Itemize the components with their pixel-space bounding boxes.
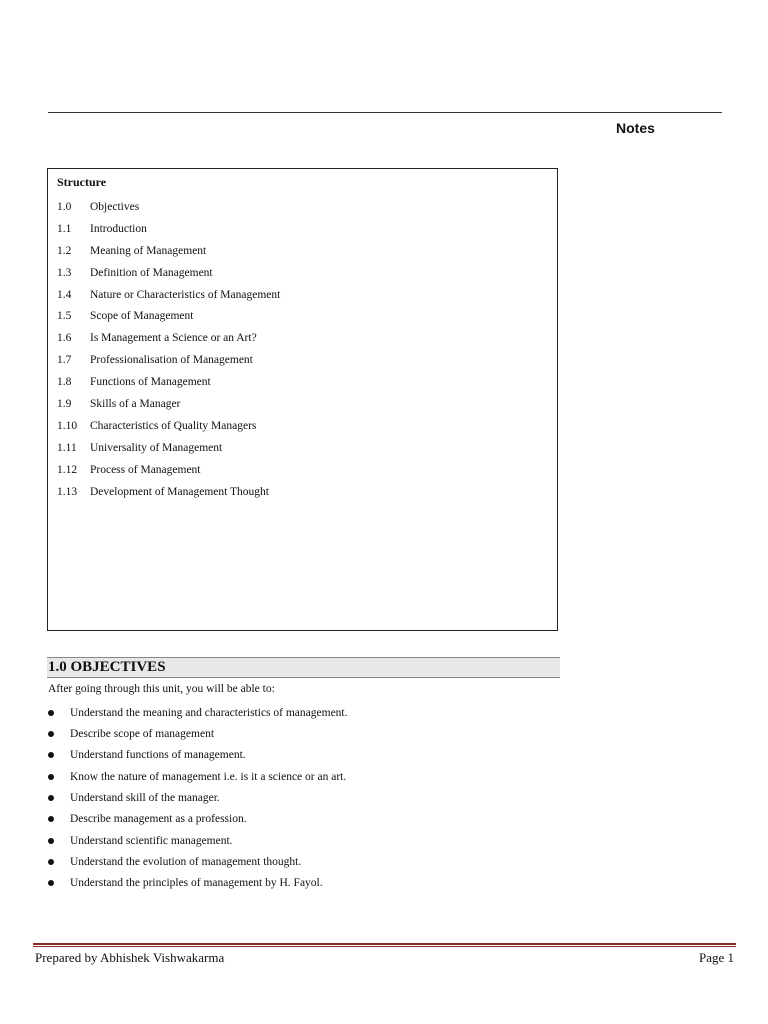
notes-label: Notes [616,120,655,136]
objective-item [48,702,348,723]
structure-item-number: 1.4 [57,288,72,301]
structure-item [57,349,280,371]
structure-item-number: 1.6 [57,332,72,345]
bullet-icon [48,710,54,716]
structure-item-number: 1.11 [57,441,77,454]
objective-text: Understand the principles of management by H. Fayol. [70,877,323,890]
bullet-icon [48,731,54,737]
structure-item-label: Is Management a Science or an Art? [90,332,257,345]
structure-item [57,218,280,240]
footer-author: Prepared by Abhishek Vishwakarma [35,950,225,965]
objective-text: Know the nature of management i.e. is it a science or an art. [70,770,347,783]
structure-item-number: 1.8 [57,376,72,389]
structure-item-label: Definition of Management [90,266,213,279]
footer-rule-thin [33,946,736,947]
bullet-icon [48,795,54,801]
structure-item [57,459,280,481]
bullet-icon [48,838,54,844]
objective-item [48,873,348,894]
structure-item [57,240,280,262]
structure-item-number: 1.13 [57,485,78,498]
footer-rule [33,943,736,945]
objective-item [48,766,348,787]
structure-item-number: 1.1 [57,222,72,235]
bullet-icon [48,774,54,780]
structure-item-number: 1.7 [57,354,72,367]
structure-item-label: Scope of Management [90,310,194,323]
objective-item [48,787,348,808]
structure-list [57,196,280,502]
header-rule [48,112,722,113]
structure-item-number: 1.10 [57,419,78,432]
structure-item-label: Professionalisation of Management [90,354,253,367]
objectives-list [48,702,348,894]
structure-item [57,284,280,306]
structure-title: Structure [57,175,107,189]
objective-text: Understand the meaning and characteristics of management. [70,706,348,719]
objective-item [48,851,348,872]
objective-text: Understand the evolution of management thought. [70,856,302,869]
bullet-icon [48,816,54,822]
objective-text: Describe management as a profession. [70,813,247,826]
objective-text: Understand scientific management. [70,834,233,847]
structure-item-number: 1.12 [57,463,78,476]
structure-item-label: Skills of a Manager [90,397,181,410]
structure-item [57,196,280,218]
structure-item-label: Development of Management Thought [90,485,269,498]
structure-item-number: 1.5 [57,310,72,323]
objectives-heading: 1.0 OBJECTIVES [48,659,166,675]
structure-item-label: Functions of Management [90,376,211,389]
bullet-icon [48,859,54,865]
structure-item-number: 1.3 [57,266,72,279]
structure-item [57,393,280,415]
structure-item-label: Introduction [90,222,147,235]
objective-item [48,809,348,830]
objective-text: Understand functions of management. [70,749,246,762]
structure-item-label: Nature or Characteristics of Management [90,288,281,301]
structure-item-label: Characteristics of Quality Managers [90,419,257,432]
structure-item [57,437,280,459]
structure-item-label: Meaning of Management [90,244,207,257]
objectives-intro: After going through this unit, you will be able to: [48,683,275,695]
structure-item-number: 1.9 [57,397,72,410]
structure-item [57,262,280,284]
footer-page-number: Page 1 [698,950,734,965]
structure-item-number: 1.0 [57,200,72,213]
objective-item [48,745,348,766]
structure-item [57,327,280,349]
structure-item [57,371,280,393]
structure-item-label: Universality of Management [90,441,223,454]
objective-text: Describe scope of management [70,728,215,741]
structure-box [47,168,558,631]
objectives-heading-bar [47,657,560,678]
bullet-icon [48,880,54,886]
structure-item-number: 1.2 [57,244,72,257]
structure-item [57,481,280,503]
bullet-icon [48,752,54,758]
structure-item-label: Process of Management [90,463,201,476]
structure-item-label: Objectives [90,200,140,213]
objective-text: Understand skill of the manager. [70,792,220,805]
structure-item [57,305,280,327]
objective-item [48,723,348,744]
structure-item [57,415,280,437]
objective-item [48,830,348,851]
